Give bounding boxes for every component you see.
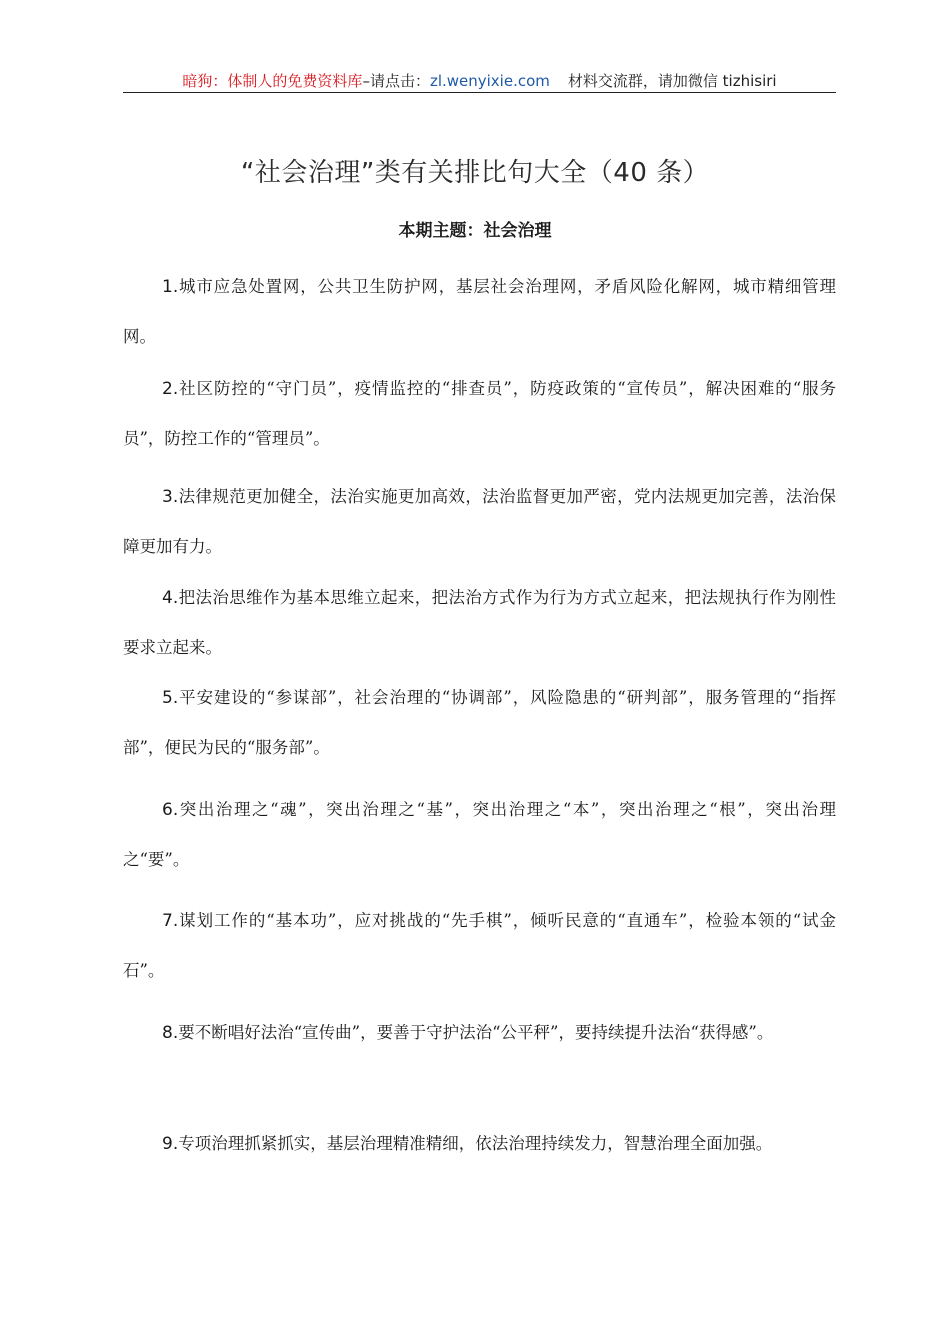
header-brand: 暗狗：体制人的免费资料库 [182, 72, 363, 90]
item-text: 平安建设的“参谋部”，社会治理的“协调部”，风险隐患的“研判部”，服务管理的“指挥部”，便民为民的“服务部”。 [123, 688, 836, 757]
page-header [123, 70, 836, 93]
item-text: 法律规范更加健全，法治实施更加高效，法治监督更加严密，党内法规更加完善，法治保障更加有力。 [123, 487, 836, 556]
list-item-9 [123, 1119, 836, 1169]
item-number: 6. [162, 800, 179, 820]
item-number: 8. [162, 1023, 179, 1043]
item-text: 要不断唱好法治“宣传曲”，要善于守护法治“公平秤”，要持续提升法治“获得感”。 [178, 1023, 774, 1042]
item-number: 7. [162, 911, 179, 931]
list-item-8 [123, 1008, 836, 1058]
list-item-1 [123, 262, 836, 361]
item-text: 突出治理之“魂”，突出治理之“基”，突出治理之“本”，突出治理之“根”，突出治理之“要”。 [123, 800, 836, 869]
list-item-4 [123, 573, 836, 672]
item-text: 谋划工作的“基本功”，应对挑战的“先手棋”，倾听民意的“直通车”，检验本领的“试金石”。 [123, 911, 836, 980]
item-number: 4. [162, 588, 179, 608]
item-number: 2. [162, 379, 179, 399]
list-item-5 [123, 673, 836, 772]
item-text: 社区防控的“守门员”，疫情监控的“排查员”，防疫政策的“宣传员”，解决困难的“服务员”，防控工作的“管理员”。 [123, 379, 836, 448]
header-click-prompt: –请点击： [362, 72, 430, 90]
item-number: 1. [162, 277, 179, 297]
item-number: 5. [162, 688, 179, 708]
item-text: 城市应急处置网，公共卫生防护网，基层社会治理网，矛盾风险化解网，城市精细管理网。 [123, 277, 836, 346]
item-text: 把法治思维作为基本思维立起来，把法治方式作为行为方式立起来，把法规执行作为刚性要求立起来。 [123, 588, 836, 657]
header-url-link[interactable]: zl.wenyixie.com [429, 72, 550, 90]
list-item-3 [123, 472, 836, 571]
item-text: 专项治理抓紧抓实，基层治理精准精细，依法治理持续发力，智慧治理全面加强。 [178, 1134, 773, 1153]
document-subtitle: 本期主题：社会治理 [398, 221, 552, 241]
item-number: 3. [162, 487, 179, 507]
header-wechat: 材料交流群，请加微信 tizhisiri [567, 72, 777, 90]
list-item-2 [123, 364, 836, 463]
list-item-6 [123, 785, 836, 884]
list-item-7 [123, 896, 836, 995]
document-title: “社会治理”类有关排比句大全（40 条） [240, 158, 710, 188]
item-number: 9. [162, 1134, 179, 1154]
